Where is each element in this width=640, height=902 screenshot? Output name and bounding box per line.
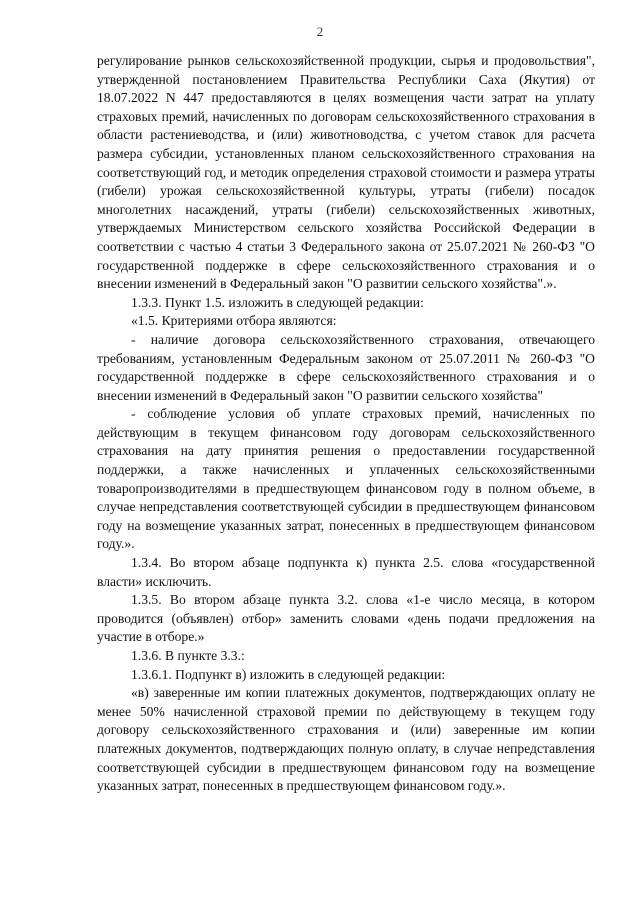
paragraph-continuation: регулирование рынков сельскохозяйственной продукции, сырья и продовольствия", утвержденной постановлением Правительства Республики Саха (Якутия) от 18.07.2022 N 447 предоставляются в целях возмещения части затрат на уплату страховых премий, начисленных по договорам сельскохозяйственного страхования в области растениеводства, и (или) животноводства, с учетом ставок для расчета размера субсидии, установленных планом сельскохозяйственного страхования на соответствующий год, и методик определения страховой стоимости и размера утраты (гибели) урожая сельскохозяйственной культуры, утраты (гибели) посадок многолетних насаждений, утраты (гибели) сельскохозяйственных животных, утверждаемых Министерством сельского хозяйства Российской Федерации в соответствии с частью 4 статьи 3 Федерального закона от 25.07.2021 № 260-ФЗ "О государственной поддержке в сфере сельскохозяйственного страхования и о внесении изменений в Федеральный закон "О развитии сельского хозяйства".». (97, 53, 595, 292)
paragraph-subitem-v: «в) заверенные им копии платежных документов, подтверждающих оплату не менее 50% начисленной страховой премии по действующему в текущем году договору сельскохозяйственного страхования и (или) заверенные им копии платежных документов, подтверждающих полную оплату, в случае непредставления соответствующей субсидии в предшествующем финансовом году на возмещение указанных затрат, понесенных в предшествующем финансовом году.». (97, 685, 595, 794)
document-body (97, 52, 595, 796)
paragraph-item-1-3-6-1: 1.3.6.1. Подпункт в) изложить в следующей редакции: (131, 666, 446, 682)
paragraph-item-1-5: «1.5. Критериями отбора являются: (131, 313, 337, 329)
page-number: 2 (316, 24, 324, 39)
paragraph-item-1-3-6: 1.3.6. В пункте 3.3.: (131, 648, 245, 663)
paragraph-item-1-3-3: 1.3.3. Пункт 1.5. изложить в следующей редакции: (131, 294, 424, 310)
paragraph-item-1-3-4: 1.3.4. Во втором абзаце подпункта к) пункта 2.5. слова «государственной власти» исключить. (97, 555, 595, 589)
paragraph-criterion-contract: - наличие договора сельскохозяйственного страхования, отвечающего требованиям, установленным Федеральным законом от 25.07.2011 № 260-ФЗ "О государственной поддержке в сфере сельскохозяйственного страхования и о внесении изменений в Федеральный закон "О развитии сельского хозяйства" (97, 331, 595, 403)
paragraph-item-1-3-5: 1.3.5. Во втором абзаце пункта 3.2. слова «1-е число месяца, в котором проводится (объявлен) отбор» заменить словами «день подачи предложения на участие в отборе.» (97, 592, 595, 645)
paragraph-criterion-payment: - соблюдение условия об уплате страховых премий, начисленных по действующим в текущем финансовом году договорам сельскохозяйственного страхования на дату принятия решения о предоставлении государственной поддержки, а также начисленных и уплаченных сельскохозяйственными товаропроизводителями в предшествующем финансовом году в полном объеме, в случае непредставления соответствующей субсидии в предшествующем финансовом году на возмещение указанных затрат, понесенных в предшествующем финансовом году.». (97, 406, 595, 552)
